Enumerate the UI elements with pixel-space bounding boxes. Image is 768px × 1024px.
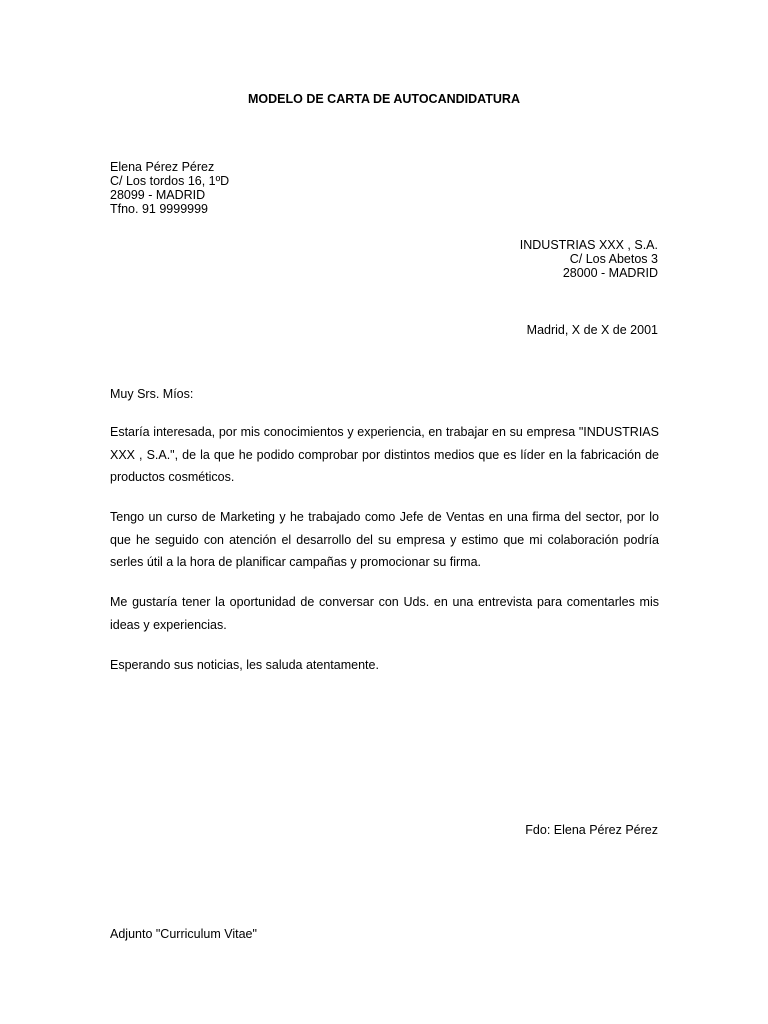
recipient-company: INDUSTRIAS XXX , S.A.	[519, 238, 658, 252]
signature-line: Fdo: Elena Pérez Pérez	[525, 823, 658, 837]
recipient-block	[520, 238, 658, 280]
body-paragraph-1: Estaría interesada, por mis conocimientos y experiencia, en trabajar en su empresa "INDUSTRIAS XXX , S.A.", de la que he podido comprobar por distintos medios que es líder en la fabricación de productos cosméticos.	[110, 425, 659, 484]
attachment-note: Adjunto "Curriculum Vitae"	[110, 927, 257, 941]
letter-title: MODELO DE CARTA DE AUTOCANDIDATURA	[248, 92, 520, 106]
sender-phone: Tfno. 91 9999999	[110, 202, 208, 216]
recipient-address: C/ Los Abetos 3	[569, 252, 658, 266]
sender-address: C/ Los tordos 16, 1ºD	[110, 174, 230, 188]
body-paragraph-3: Me gustaría tener la oportunidad de conversar con Uds. en una entrevista para comentarles mis ideas y experiencias.	[110, 595, 659, 632]
sender-block	[110, 160, 229, 216]
sender-city: 28099 - MADRID	[110, 188, 206, 202]
sender-name: Elena Pérez Pérez	[110, 160, 215, 174]
recipient-city: 28000 - MADRID	[562, 266, 658, 280]
letter-date: Madrid, X de X de 2001	[526, 323, 658, 337]
letter-greeting: Muy Srs. Míos:	[110, 387, 194, 401]
body-paragraph-2: Tengo un curso de Marketing y he trabajado como Jefe de Ventas en una firma del sector, por lo que he seguido con atención el desarrollo del su empresa y estimo que mi colaboración podría serles útil a la hora de planificar campañas y promocionar su firma.	[110, 510, 659, 569]
closing-paragraph: Esperando sus noticias, les saluda atentamente.	[110, 658, 379, 672]
